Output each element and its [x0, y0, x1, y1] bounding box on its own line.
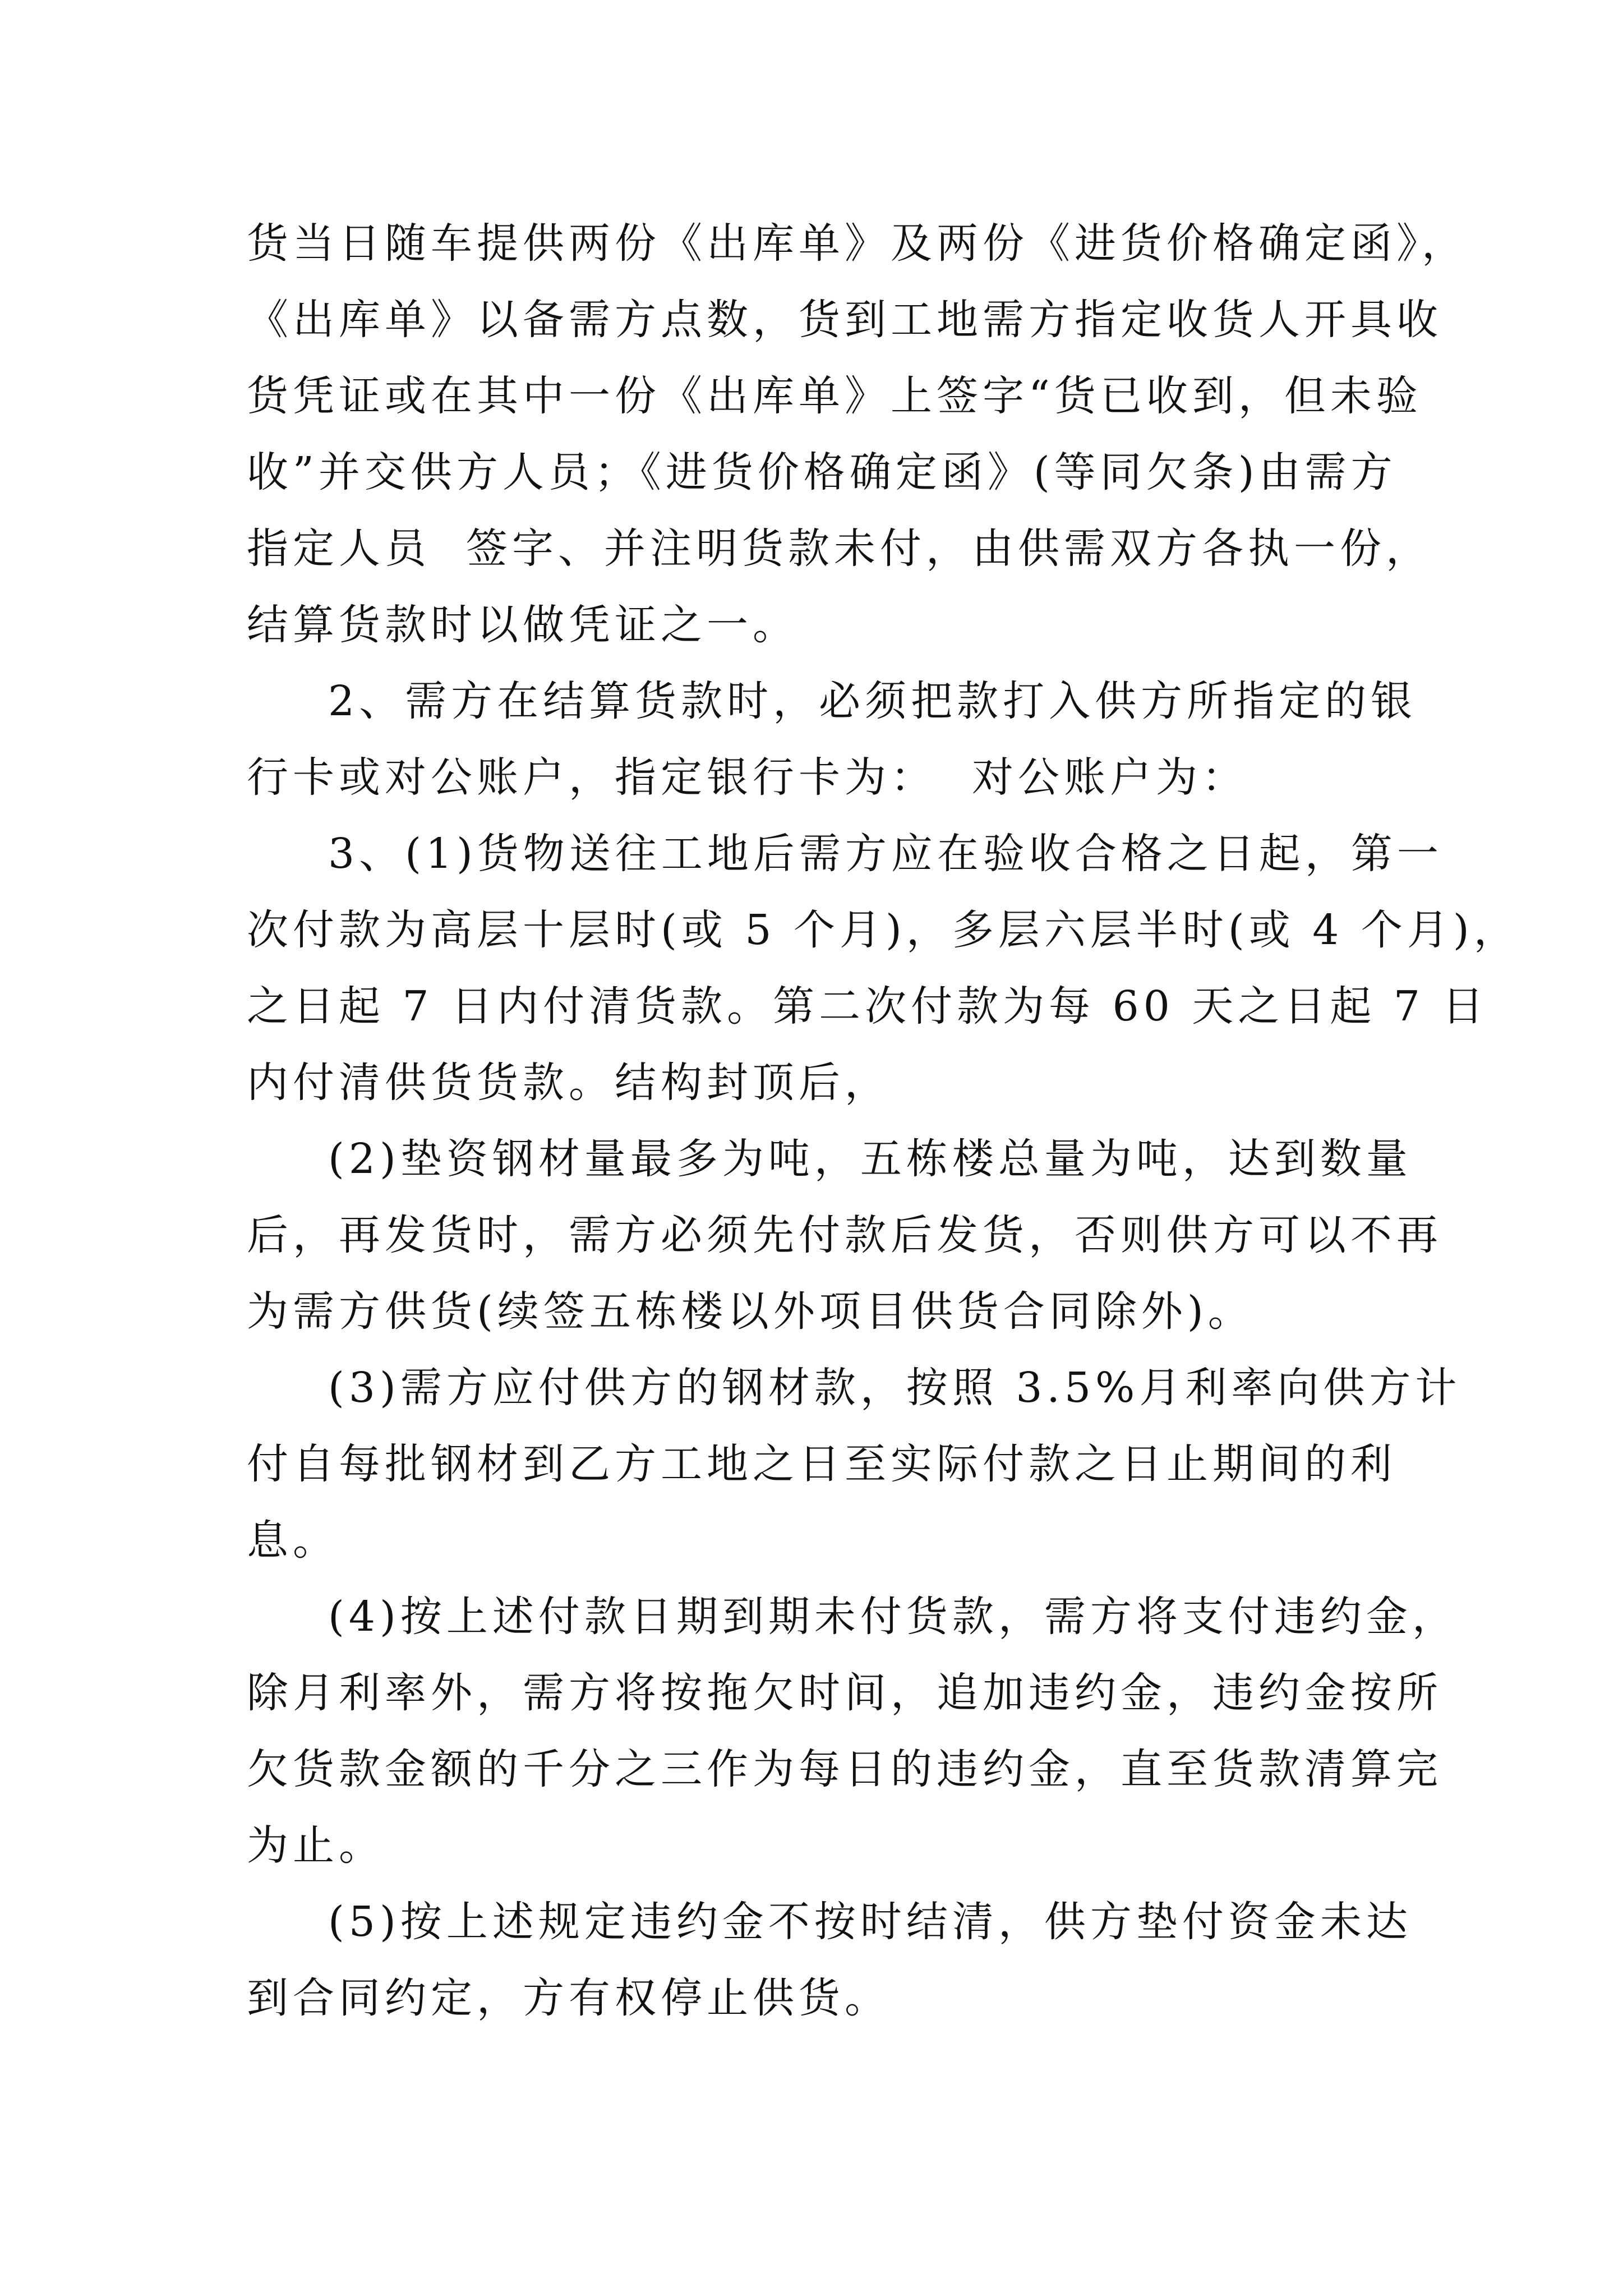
- text-line: 除月利率外，需方将按拖欠时间，追加违约金，违约金按所: [247, 1669, 1442, 1717]
- text-line: 结算货款时以做凭证之一。: [247, 601, 799, 649]
- text-line: 后，再发货时，需方必须先付款后发货，否则供方可以不再: [247, 1211, 1442, 1259]
- text-line: 为需方供货(续签五栋楼以外项目供货合同除外)。: [247, 1287, 1254, 1336]
- text-line: 货凭证或在其中一份《出库单》上签字“货已收到，但未验: [247, 372, 1422, 420]
- text-line: (4)按上述付款日期到期未付货款，需方将支付违约金，: [328, 1593, 1458, 1641]
- text-line: 《出库单》以备需方点数，货到工地需方指定收货人开具收: [247, 296, 1442, 344]
- text-line: (2)垫资钢材量最多为吨，五栋楼总量为吨，达到数量: [328, 1135, 1412, 1183]
- text-line: 到合同约定，方有权停止供货。: [247, 1974, 891, 2022]
- text-line: 指定人员 签字、并注明货款未付，由供需双方各执一份，: [247, 524, 1432, 573]
- text-line: (5)按上述规定违约金不按时结清，供方垫付资金未达: [328, 1898, 1412, 1946]
- text-line: 息。: [247, 1516, 339, 1565]
- text-line: 次付款为高层十层时(或 5 个月)，多层六层半时(或 4 个月)，: [247, 906, 1520, 954]
- text-line: 3、(1)货物送往工地后需方应在验收合格之日起，第一: [328, 830, 1443, 878]
- text-line: 行卡或对公账户，指定银行卡为： 对公账户为：: [247, 753, 1248, 802]
- text-line: 内付清供货货款。结构封顶后，: [247, 1059, 891, 1107]
- text-line: 之日起 7 日内付清货款。第二次付款为每 60 天之日起 7 日: [247, 982, 1488, 1030]
- text-line: 为止。: [247, 1821, 385, 1870]
- text-line: 欠货款金额的千分之三作为每日的违约金，直至货款清算完: [247, 1745, 1442, 1793]
- text-line: 货当日随车提供两份《出库单》及两份《进货价格确定函》，: [247, 219, 1468, 268]
- text-line: 收”并交供方人员；《进货价格确定函》(等同欠条)由需方: [247, 448, 1397, 496]
- text-line: (3)需方应付供方的钢材款，按照 3.5%月利率向供方计: [328, 1364, 1461, 1412]
- text-line: 付自每批钢材到乙方工地之日至实际付款之日止期间的利: [247, 1440, 1396, 1488]
- text-line: 2、需方在结算货款时，必须把款打入供方所指定的银: [328, 677, 1417, 725]
